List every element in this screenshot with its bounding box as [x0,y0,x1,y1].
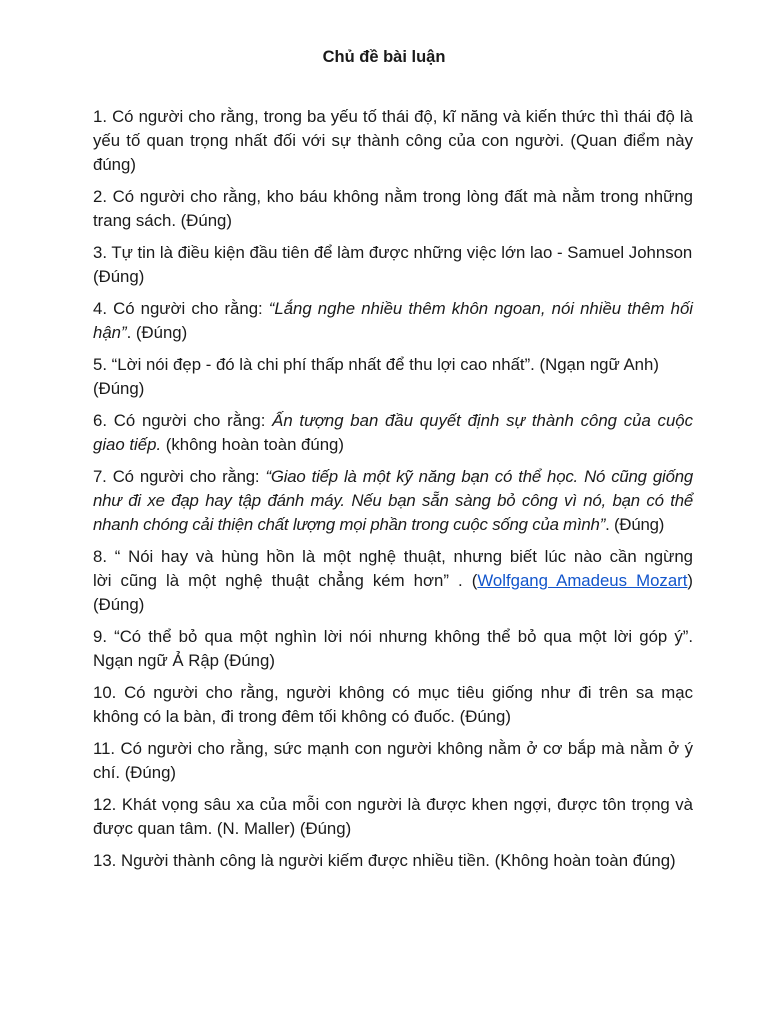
topic-text: 1. Có người cho rằng, trong ba yếu tố thái độ, kĩ năng và kiến thức thì thái độ là yếu tố quan trọng nhất đối với sự thành công của con người. (Quan điểm này đúng) [93,107,693,174]
topic-item-8 [93,545,693,617]
topic-item-9 [93,625,693,673]
topic-text: 9. “Có thể bỏ qua một nghìn lời nói nhưng không thể bỏ qua một lời góp ý”. Ngạn ngữ Ả Rập (Đúng) [93,627,693,670]
topic-item-11 [93,737,693,785]
topic-text: 3. Tự tin là điều kiện đầu tiên để làm được những việc lớn lao - Samuel Johnson (Đúng) [93,243,693,286]
topic-quote: “Lắng nghe nhiều thêm khôn ngoan, nói nhiều thêm hối hận” [93,299,694,342]
topic-verdict: (không hoàn toàn đúng) [161,435,344,454]
topic-text: 6. Có người cho rằng: [93,411,273,430]
topic-text: 5. “Lời nói đẹp - đó là chi phí thấp nhất để thu lợi cao nhất”. (Ngạn ngữ Anh) (Đúng) [93,355,659,398]
topic-item-10 [93,681,693,729]
topic-quote: “Giao tiếp là một kỹ năng bạn có thể học. Nó cũng giống như đi xe đạp hay tập đánh máy. Nếu bạn sẵn sàng bỏ công vì nó, bạn có thể nhanh chóng cải thiện chất lượng mọi phần trong cuộc sống của mình” [93,467,693,534]
topic-item-5 [93,353,693,401]
topic-item-12 [93,793,693,841]
topic-text: 11. Có người cho rằng, sức mạnh con người không nằm ở cơ bắp mà nằm ở ý chí. (Đúng) [93,739,693,782]
topic-text: 8. “ Nói hay và hùng hồn là một nghệ thuật, nhưng biết lúc nào cần ngừng lời cũng là một nghệ thuật chẳng kém hơn” . ( [93,547,693,590]
essay-topic-list [93,105,693,881]
topic-item-13 [93,849,693,873]
mozart-link[interactable]: Wolfgang Amadeus Mozart [477,571,688,590]
topic-item-4 [93,297,693,345]
topic-item-6 [93,409,693,457]
topic-verdict: . (Đúng) [605,515,665,534]
topic-text: 10. Có người cho rằng, người không có mục tiêu giống như đi trên sa mạc không có la bàn, đi trong đêm tối không có đuốc. (Đúng) [93,683,693,726]
topic-text: 12. Khát vọng sâu xa của mỗi con người là được khen ngợi, được tôn trọng và được quan tâm. (N. Maller) (Đúng) [93,795,693,838]
document-title: Chủ đề bài luận [322,48,446,66]
topic-text: 7. Có người cho rằng: [93,467,266,486]
topic-quote: Ấn tượng ban đầu quyết định sự thành công của cuộc giao tiếp. [93,411,693,454]
topic-verdict: ) (Đúng) [93,571,693,614]
topic-text: 13. Người thành công là người kiếm được nhiều tiền. (Không hoàn toàn đúng) [93,851,676,870]
topic-text: 4. Có người cho rằng: [93,299,269,318]
topic-item-1 [93,105,693,177]
topic-text: 2. Có người cho rằng, kho báu không nằm trong lòng đất mà nằm trong những trang sách. (Đúng) [93,187,693,230]
topic-item-3 [93,241,693,289]
topic-item-2 [93,185,693,233]
topic-verdict: . (Đúng) [126,323,188,342]
topic-item-7 [93,465,693,537]
